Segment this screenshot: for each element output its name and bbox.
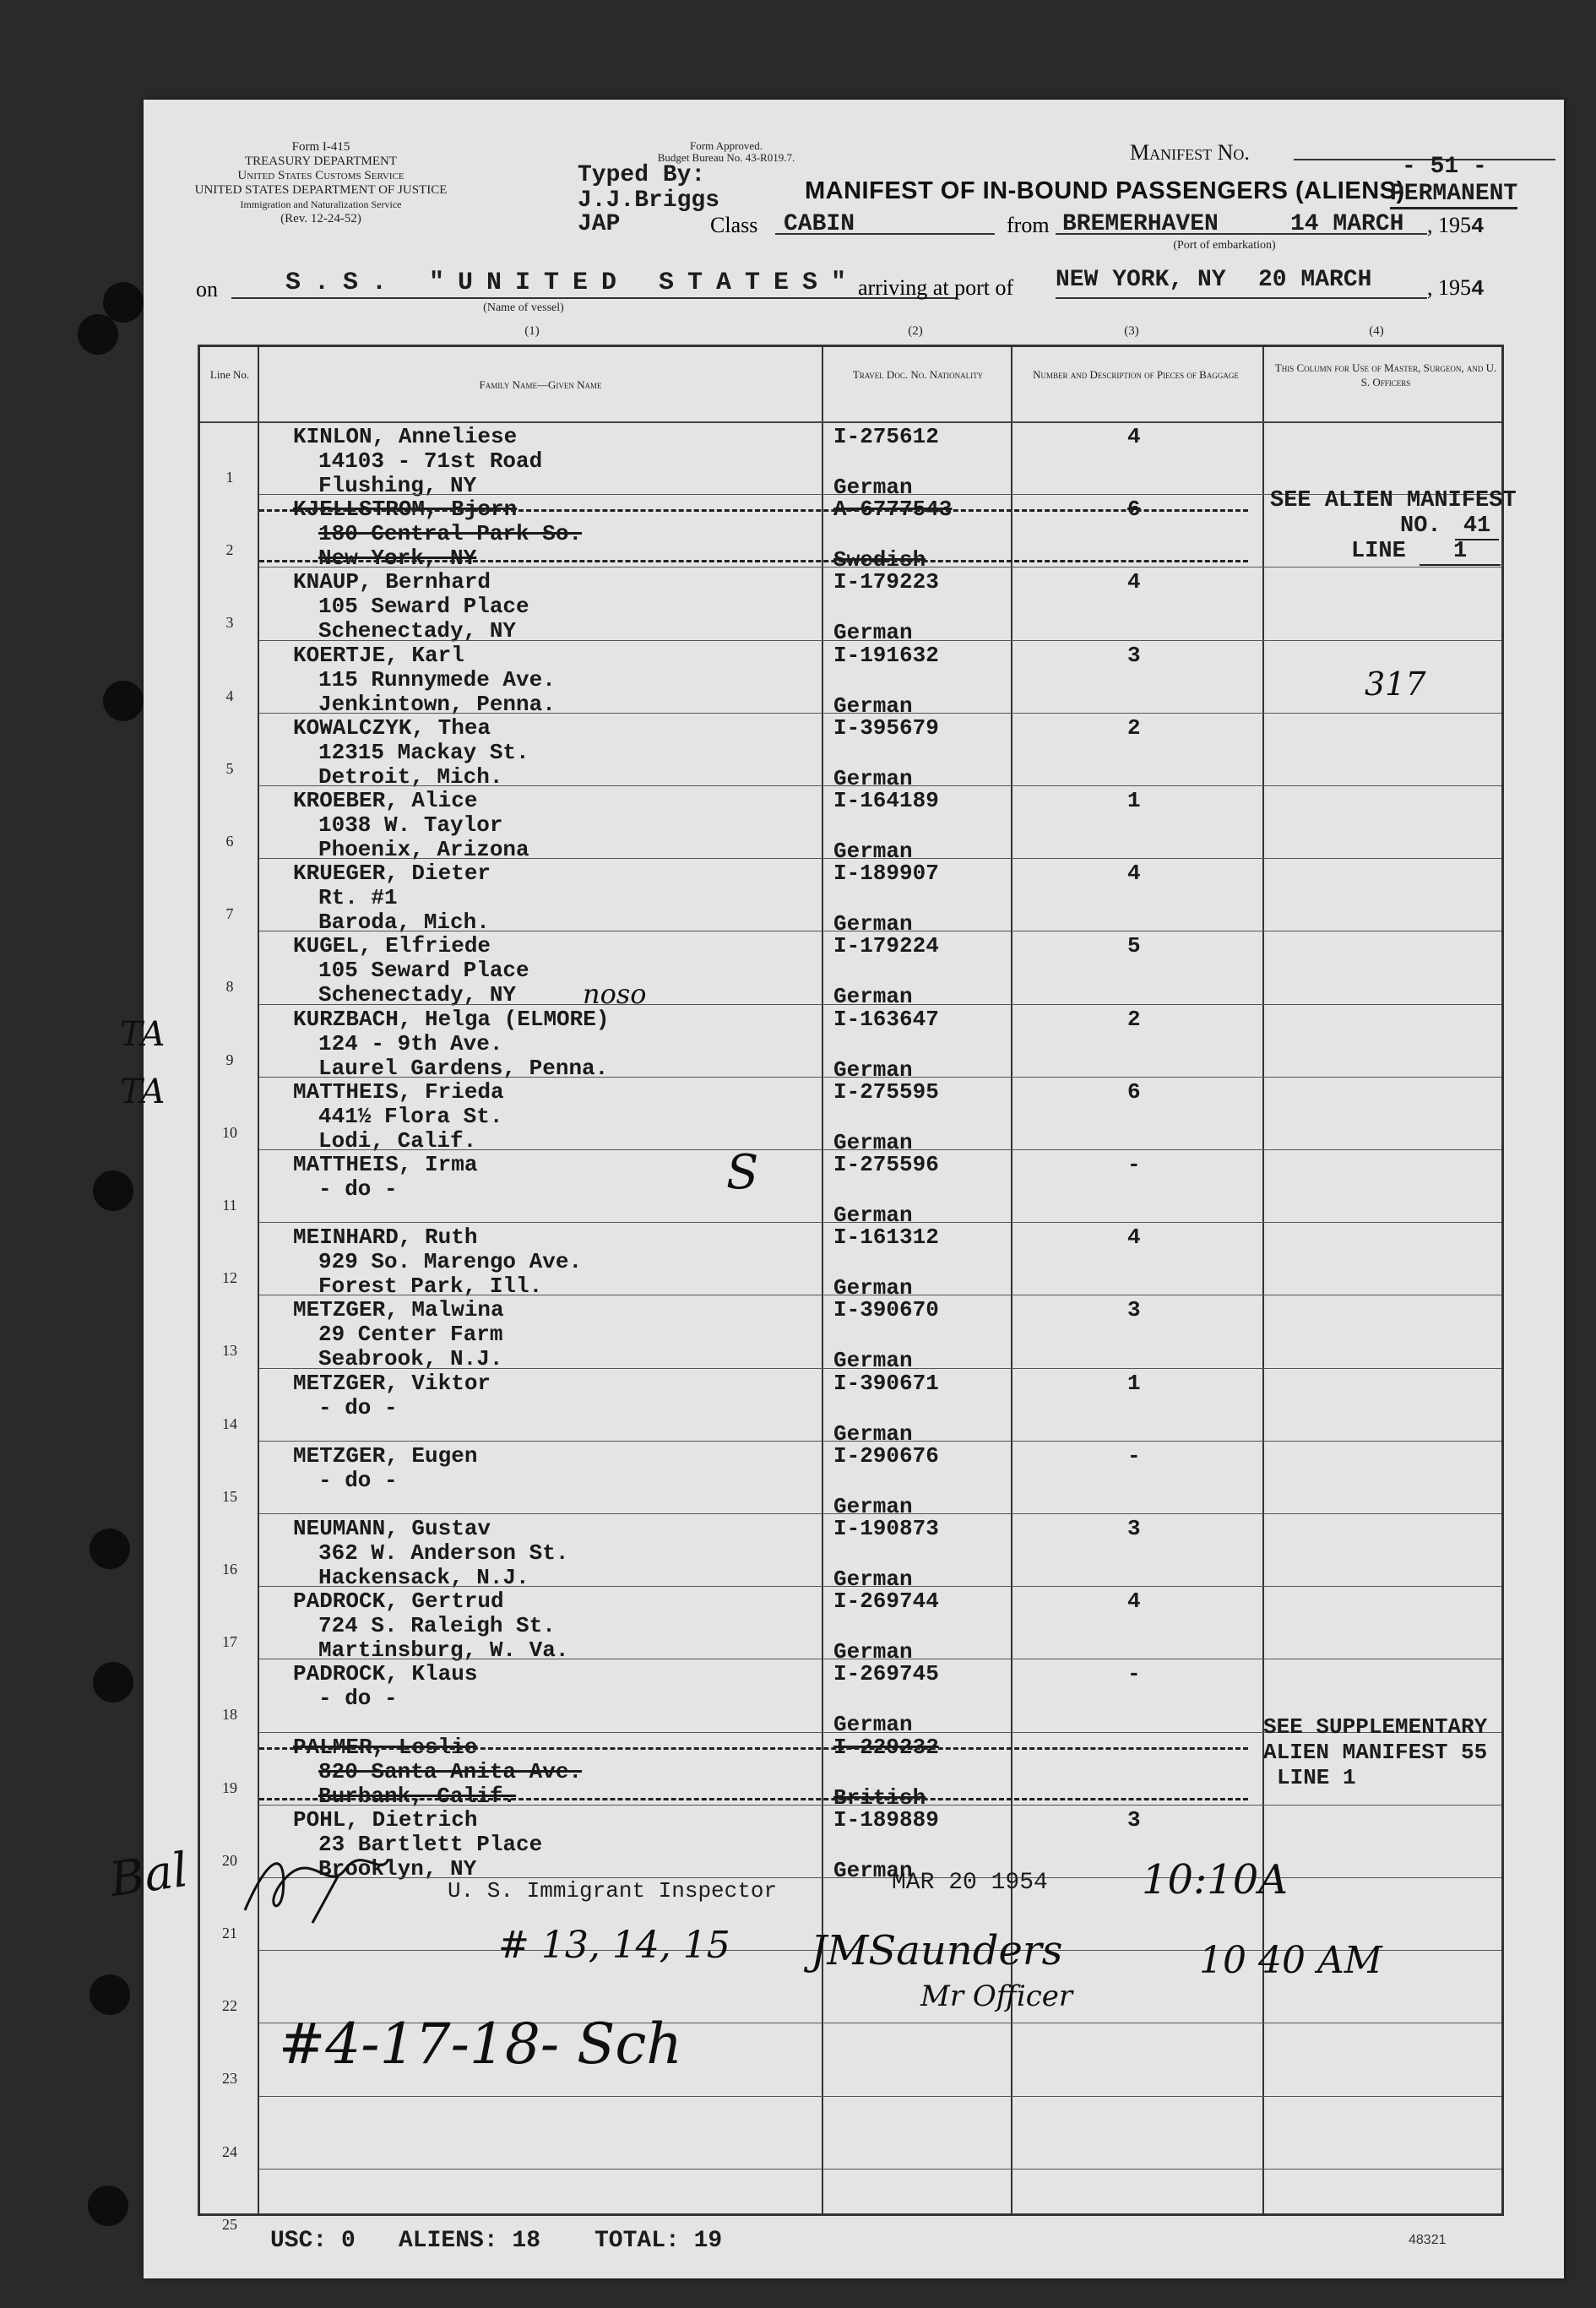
approval-line: Form Approved. bbox=[690, 139, 763, 152]
dept-treasury: TREASURY DEPARTMENT bbox=[244, 155, 398, 168]
typed-by-name: J.J.Briggs bbox=[578, 187, 720, 214]
travel-doc-number: I-395679 bbox=[833, 714, 939, 741]
travel-doc-number: I-190873 bbox=[833, 1516, 939, 1541]
handwritten-bal: Bal bbox=[106, 1842, 192, 1909]
passenger-address-1: - do - bbox=[318, 1686, 398, 1712]
travel-doc-number: I-275595 bbox=[833, 1078, 939, 1105]
passenger-address-2: Brooklyn, NY bbox=[318, 1855, 477, 1882]
line-number: 9 bbox=[225, 1051, 234, 1068]
passenger-address-2: Detroit, Mich. bbox=[318, 763, 503, 790]
col-header-doc: Travel Doc. No. Nationality bbox=[852, 368, 984, 381]
see-supp-line1: SEE SUPPLEMENTARY bbox=[1263, 1714, 1488, 1740]
embark-date: 14 MARCH bbox=[1290, 211, 1404, 237]
passenger-name: KINLON, Anneliese bbox=[293, 424, 518, 449]
arrival-year-digit: 4 bbox=[1471, 276, 1485, 301]
table-row bbox=[200, 1588, 1501, 1665]
line-number: 22 bbox=[222, 1997, 237, 2015]
form-number: Form I-415 bbox=[291, 140, 350, 154]
travel-doc-number: I-275596 bbox=[833, 1152, 939, 1177]
travel-doc-number: I-164189 bbox=[833, 788, 939, 813]
passenger-address-1: - do - bbox=[318, 1394, 398, 1420]
manifest-page bbox=[106, 100, 1564, 2278]
line-number: 2 bbox=[225, 541, 234, 559]
passenger-address-1: 29 Center Farm bbox=[318, 1322, 503, 1348]
table-row bbox=[200, 788, 1501, 864]
nationality: German bbox=[833, 1420, 913, 1447]
col-header-line: Line No. bbox=[209, 368, 250, 381]
punch-hole bbox=[93, 1170, 133, 1211]
embark-year-digit: 4 bbox=[1471, 214, 1485, 239]
budget-bureau: Budget Bureau No. 43-R019.7. bbox=[657, 151, 795, 164]
baggage-count: 3 bbox=[1127, 1516, 1141, 1541]
passenger-name: METZGER, Eugen bbox=[293, 1442, 478, 1469]
arrival-year bbox=[1427, 275, 1485, 301]
baggage-count: 1 bbox=[1127, 1370, 1141, 1396]
table-row bbox=[200, 424, 1501, 500]
travel-doc-number: I-390671 bbox=[833, 1370, 939, 1396]
passenger-name: PADROCK, Gertrud bbox=[293, 1588, 504, 1615]
passenger-name: NEUMANN, Gustav bbox=[293, 1516, 491, 1541]
row-divider bbox=[259, 1586, 1501, 1587]
travel-doc-number: I-269745 bbox=[833, 1661, 939, 1687]
nationality: German bbox=[833, 765, 913, 791]
baggage-count: 3 bbox=[1127, 1806, 1141, 1833]
typist-initials: JAP bbox=[578, 211, 621, 237]
line-number: 12 bbox=[222, 1269, 237, 1287]
table-row bbox=[200, 1152, 1501, 1228]
table-row bbox=[200, 1297, 1501, 1374]
row-divider bbox=[259, 2096, 1501, 2097]
vessel-underline bbox=[231, 297, 958, 299]
passenger-address-2: Hackensack, N.J. bbox=[318, 1565, 529, 1590]
form-revision: (Rev. 12-24-52) bbox=[280, 212, 361, 225]
baggage-count: 2 bbox=[1127, 714, 1141, 741]
row-divider bbox=[259, 713, 1501, 714]
row-divider bbox=[259, 1004, 1501, 1005]
passenger-address-2: Lodi, Calif. bbox=[318, 1127, 477, 1154]
nationality: German bbox=[833, 1056, 913, 1083]
passenger-address-1: 820 Santa Anita Ave. bbox=[318, 1758, 583, 1784]
passenger-address-2: Baroda, Mich. bbox=[318, 910, 490, 936]
embark-year-prefix: , 195 bbox=[1427, 213, 1471, 237]
line-number: 25 bbox=[222, 2215, 237, 2233]
passenger-address-2: Phoenix, Arizona bbox=[318, 837, 529, 862]
passenger-name: KOWALCZYK, Thea bbox=[293, 714, 491, 741]
passenger-address-1: 124 - 9th Ave. bbox=[318, 1030, 503, 1056]
punch-hole bbox=[103, 681, 144, 721]
strike-dashes bbox=[259, 1798, 1248, 1800]
officer-title: Mr Officer bbox=[920, 1979, 1073, 2013]
footer-total: TOTAL: 19 bbox=[594, 2228, 723, 2254]
nationality: Swedish bbox=[833, 547, 926, 573]
passenger-name: POHL, Dietrich bbox=[293, 1806, 478, 1833]
col-number-1: (1) bbox=[524, 324, 540, 338]
see-alien-manifest-note bbox=[1270, 488, 1517, 513]
see-supp-line2 bbox=[1263, 1740, 1487, 1765]
row-divider bbox=[259, 1877, 1501, 1878]
passenger-name: PADROCK, Klaus bbox=[293, 1661, 478, 1687]
handwritten-s-mark: S bbox=[726, 1145, 759, 1200]
alien-manifest-line bbox=[1351, 539, 1501, 564]
row-divider bbox=[259, 1149, 1501, 1150]
passenger-name: KRUEGER, Dieter bbox=[293, 861, 491, 887]
line-number: 6 bbox=[225, 833, 234, 850]
strike-dashes bbox=[259, 509, 1248, 512]
passenger-name: KROEBER, Alice bbox=[293, 788, 478, 813]
passenger-name: KURZBACH, Helga (ELMORE) bbox=[293, 1006, 610, 1032]
dept-justice: UNITED STATES DEPARTMENT OF JUSTICE bbox=[194, 183, 448, 197]
see-supp-text: ALIEN MANIFEST bbox=[1263, 1740, 1448, 1765]
handwritten-317: 317 bbox=[1365, 665, 1426, 703]
arrival-date: 20 MARCH bbox=[1258, 267, 1372, 293]
passenger-name: METZGER, Viktor bbox=[293, 1370, 491, 1396]
col-header-name: Family Name—Given Name bbox=[479, 378, 602, 391]
col-header-baggage: Number and Description of Pieces of Baggage bbox=[1033, 368, 1239, 381]
baggage-count: 6 bbox=[1127, 497, 1141, 523]
line-number: 1 bbox=[225, 469, 234, 486]
punch-hole bbox=[90, 1529, 130, 1569]
baggage-count: 4 bbox=[1127, 569, 1141, 595]
handwritten-scheduled-note: #4-17-18- Sch bbox=[279, 2012, 682, 2077]
passenger-name: KUGEL, Elfriede bbox=[293, 933, 491, 959]
passenger-address-1: 23 Bartlett Place bbox=[318, 1831, 543, 1857]
line-number: 4 bbox=[225, 687, 234, 704]
row-divider bbox=[259, 1441, 1501, 1442]
row-divider bbox=[259, 1077, 1501, 1078]
see-supplementary-note bbox=[1263, 1714, 1487, 1790]
passenger-name: MATTHEIS, Irma bbox=[293, 1152, 478, 1177]
line-number: 13 bbox=[222, 1342, 237, 1360]
dept-ins: Immigration and Naturalization Service bbox=[240, 198, 402, 210]
passenger-name: METZGER, Malwina bbox=[293, 1297, 504, 1323]
baggage-count: 5 bbox=[1127, 933, 1141, 959]
port-embarkation-caption: (Port of embarkation) bbox=[1173, 239, 1276, 252]
nationality: German bbox=[833, 620, 913, 646]
passenger-address-1: 14103 - 71st Road bbox=[318, 448, 543, 474]
table-row bbox=[200, 1006, 1501, 1083]
handwritten-time-1: 10:10A bbox=[1142, 1856, 1288, 1903]
nationality: German bbox=[833, 1275, 913, 1301]
passenger-name: KJELLSTROM, Bjorn bbox=[293, 497, 518, 523]
arrival-underline bbox=[1056, 297, 1427, 299]
baggage-count: 4 bbox=[1127, 861, 1141, 887]
class-label: Class bbox=[710, 213, 758, 237]
nationality: German bbox=[833, 1857, 913, 1883]
row-divider bbox=[259, 858, 1501, 859]
baggage-count: 1 bbox=[1127, 788, 1141, 813]
row-divider bbox=[259, 1513, 1501, 1514]
handwritten-time-2: 10 40 AM bbox=[1199, 1939, 1382, 1982]
handwritten-ta-mark-2: TA bbox=[120, 1073, 166, 1111]
passenger-address-2: Schenectady, NY bbox=[318, 618, 517, 644]
baggage-count: 4 bbox=[1127, 1225, 1141, 1251]
line-number: 20 bbox=[222, 1851, 237, 1869]
line-label: LINE bbox=[1351, 539, 1406, 564]
line-number: 19 bbox=[222, 1779, 237, 1796]
line-number: 18 bbox=[222, 1706, 237, 1724]
nationality: German bbox=[833, 475, 913, 500]
passenger-address-1: 724 S. Raleigh St. bbox=[318, 1613, 556, 1639]
baggage-count: - bbox=[1127, 1152, 1141, 1177]
strike-dashes bbox=[259, 560, 1248, 562]
travel-doc-number: I-163647 bbox=[833, 1006, 939, 1032]
passenger-address-2: Schenectady, NY bbox=[318, 982, 517, 1008]
passenger-address-1: 12315 Mackay St. bbox=[318, 739, 529, 765]
alien-manifest-no bbox=[1400, 513, 1499, 539]
no-value: 41 bbox=[1455, 513, 1499, 540]
passenger-name: MATTHEIS, Frieda bbox=[293, 1078, 504, 1105]
row-divider bbox=[259, 1368, 1501, 1369]
line-number: 24 bbox=[222, 2142, 237, 2160]
row-divider bbox=[259, 785, 1501, 786]
dept-customs: United States Customs Service bbox=[237, 169, 404, 182]
table-row bbox=[200, 933, 1501, 1010]
permanent-label: PERMANENT bbox=[1390, 181, 1517, 209]
form-approval bbox=[608, 140, 844, 164]
from-label: from bbox=[1007, 213, 1050, 237]
passenger-address-1: Rt. #1 bbox=[318, 885, 398, 911]
row-divider bbox=[259, 1222, 1501, 1223]
embark-port: BREMERHAVEN bbox=[1062, 211, 1219, 237]
passenger-address-2: Jenkintown, Penna. bbox=[318, 691, 556, 717]
travel-doc-number: I-229232 bbox=[833, 1734, 939, 1760]
passenger-name: MEINHARD, Ruth bbox=[293, 1225, 478, 1251]
footer-usc: USC: 0 bbox=[270, 2228, 356, 2254]
line-number: 3 bbox=[225, 614, 234, 632]
travel-doc-number: I-179223 bbox=[833, 569, 939, 595]
arrival-port: NEW YORK, NY bbox=[1056, 267, 1226, 293]
travel-doc-number: I-189907 bbox=[833, 861, 939, 887]
nationality: German bbox=[833, 1129, 913, 1155]
line-value: 1 bbox=[1420, 539, 1501, 566]
table-row bbox=[200, 1225, 1501, 1301]
nationality: German bbox=[833, 1493, 913, 1519]
travel-doc-number: A-6777543 bbox=[833, 497, 953, 523]
inspector-signature bbox=[236, 1843, 397, 1910]
nationality: German bbox=[833, 692, 913, 719]
nationality: German bbox=[833, 1348, 913, 1374]
passenger-address-1: 1038 W. Taylor bbox=[318, 812, 503, 838]
line-number: 17 bbox=[222, 1633, 237, 1651]
table-row bbox=[200, 1370, 1501, 1447]
baggage-count: 4 bbox=[1127, 424, 1141, 449]
vessel-caption: (Name of vessel) bbox=[483, 301, 564, 314]
see-supp-line3: LINE 1 bbox=[1277, 1765, 1356, 1790]
passenger-address-2: Laurel Gardens, Penna. bbox=[318, 1055, 609, 1081]
row-divider bbox=[259, 1805, 1501, 1806]
table-row bbox=[200, 861, 1501, 937]
table-row bbox=[200, 1516, 1501, 1592]
passenger-address-1: - do - bbox=[318, 1176, 398, 1202]
travel-doc-number: I-189889 bbox=[833, 1806, 939, 1833]
table-row bbox=[200, 1080, 1501, 1153]
passenger-address-2: Burbank, Calif. bbox=[318, 1783, 517, 1809]
nationality: German bbox=[833, 984, 913, 1010]
travel-doc-number: I-275612 bbox=[833, 424, 939, 449]
travel-doc-number: I-161312 bbox=[833, 1225, 939, 1251]
travel-doc-number: I-390670 bbox=[833, 1297, 939, 1323]
line-number: 8 bbox=[225, 978, 234, 996]
col-number-2: (2) bbox=[908, 324, 923, 338]
footer-code: 48321 bbox=[1409, 2233, 1447, 2247]
col-number-4: (4) bbox=[1369, 324, 1384, 338]
baggage-count: - bbox=[1127, 1442, 1141, 1469]
strike-dashes bbox=[259, 1747, 1248, 1750]
baggage-count: 2 bbox=[1127, 1006, 1141, 1032]
nationality: German bbox=[833, 1203, 913, 1228]
punch-hole bbox=[88, 2186, 128, 2226]
passenger-address-1: 362 W. Anderson St. bbox=[318, 1540, 569, 1566]
baggage-count: 6 bbox=[1127, 1078, 1141, 1105]
manifest-number: - 51 - bbox=[1402, 154, 1487, 180]
arriving-label: arriving at port of bbox=[858, 275, 1014, 300]
travel-doc-number: I-191632 bbox=[833, 642, 939, 668]
line-number: 15 bbox=[222, 1487, 237, 1505]
row-divider bbox=[259, 640, 1501, 641]
line-number: 10 bbox=[222, 1123, 237, 1141]
baggage-count: 3 bbox=[1127, 1297, 1141, 1323]
passenger-address-1: 105 Seward Place bbox=[318, 594, 529, 620]
passenger-name: KNAUP, Bernhard bbox=[293, 569, 491, 595]
punch-hole bbox=[93, 1662, 133, 1702]
baggage-count: - bbox=[1127, 1661, 1141, 1687]
class-value: CABIN bbox=[784, 211, 855, 237]
travel-doc-number: I-290676 bbox=[833, 1442, 939, 1469]
nationality: German bbox=[833, 1567, 913, 1592]
passenger-address-2: Martinsburg, W. Va. bbox=[318, 1637, 569, 1664]
travel-doc-number: I-269744 bbox=[833, 1588, 939, 1615]
punch-hole bbox=[78, 314, 118, 355]
col-number-3: (3) bbox=[1124, 324, 1139, 338]
line-number: 7 bbox=[225, 905, 234, 923]
table-row bbox=[200, 716, 1501, 789]
table-row bbox=[200, 1444, 1501, 1517]
passenger-address-1: 180 Central Park So. bbox=[318, 521, 583, 547]
handwritten-noso: noso bbox=[583, 978, 647, 1010]
table-row bbox=[200, 569, 1501, 646]
table-row bbox=[200, 642, 1501, 719]
see-alien-manifest-text: SEE ALIEN MANIFEST bbox=[1270, 488, 1517, 513]
see-supp-number: 55 bbox=[1461, 1740, 1488, 1765]
travel-doc-number: I-179224 bbox=[833, 933, 939, 959]
no-label: NO. bbox=[1400, 513, 1441, 539]
nationality: German bbox=[833, 911, 913, 937]
col-header-officers: This Column for Use of Master, Surgeon, and U. S. Officers bbox=[1274, 361, 1497, 388]
nationality: German bbox=[833, 1712, 913, 1738]
line-number: 5 bbox=[225, 759, 234, 777]
officer-signature: JMSaunders bbox=[811, 1927, 1063, 1974]
footer-aliens: ALIENS: 18 bbox=[399, 2228, 541, 2254]
passenger-name: KOERTJE, Karl bbox=[293, 642, 464, 668]
passenger-address-1: - do - bbox=[318, 1467, 398, 1493]
baggage-count: 4 bbox=[1127, 1588, 1141, 1615]
punch-hole bbox=[90, 1974, 130, 2015]
passenger-address-2: Seabrook, N.J. bbox=[318, 1346, 503, 1372]
form-agency-block bbox=[194, 140, 448, 226]
baggage-count: 3 bbox=[1127, 642, 1141, 668]
line-number: 16 bbox=[222, 1561, 237, 1578]
row-divider bbox=[259, 2169, 1501, 2170]
line-number: 11 bbox=[222, 1197, 237, 1214]
handwritten-ta-mark: TA bbox=[120, 1015, 166, 1054]
arrival-year-prefix: , 195 bbox=[1427, 275, 1471, 300]
date-stamp: MAR 20 1954 bbox=[892, 1870, 1048, 1896]
passenger-address-1: 105 Seward Place bbox=[318, 958, 529, 984]
passenger-address-1: 929 So. Marengo Ave. bbox=[318, 1249, 583, 1275]
line-number: 14 bbox=[222, 1415, 237, 1432]
nationality: German bbox=[833, 839, 913, 864]
passenger-name: PALMER, Leslie bbox=[293, 1734, 478, 1760]
nationality: British bbox=[833, 1784, 926, 1811]
line-number: 21 bbox=[222, 1925, 237, 1941]
passenger-address-2: Flushing, NY bbox=[318, 473, 477, 498]
on-label: on bbox=[196, 277, 218, 301]
embark-year bbox=[1427, 213, 1485, 239]
passenger-address-2: Forest Park, Ill. bbox=[318, 1273, 543, 1300]
passenger-address-2: New York, NY bbox=[318, 546, 477, 572]
handwritten-line-numbers: # 13, 14, 15 bbox=[498, 1924, 730, 1967]
manifest-no-label: Manifest No. bbox=[1130, 140, 1250, 165]
typed-by-label: Typed By: bbox=[578, 162, 706, 188]
passenger-address-1: 441½ Flora St. bbox=[318, 1103, 503, 1129]
nationality: German bbox=[833, 1639, 913, 1665]
passenger-address-1: 115 Runnymede Ave. bbox=[318, 666, 556, 692]
manifest-title: MANIFEST OF IN-BOUND PASSENGERS (ALIENS) bbox=[805, 177, 1405, 204]
vessel-name: S.S. "UNITED STATES" bbox=[285, 269, 860, 297]
punch-hole bbox=[103, 282, 144, 323]
line-number: 23 bbox=[222, 2070, 237, 2088]
inspector-label: U. S. Immigrant Inspector bbox=[448, 1878, 778, 1903]
